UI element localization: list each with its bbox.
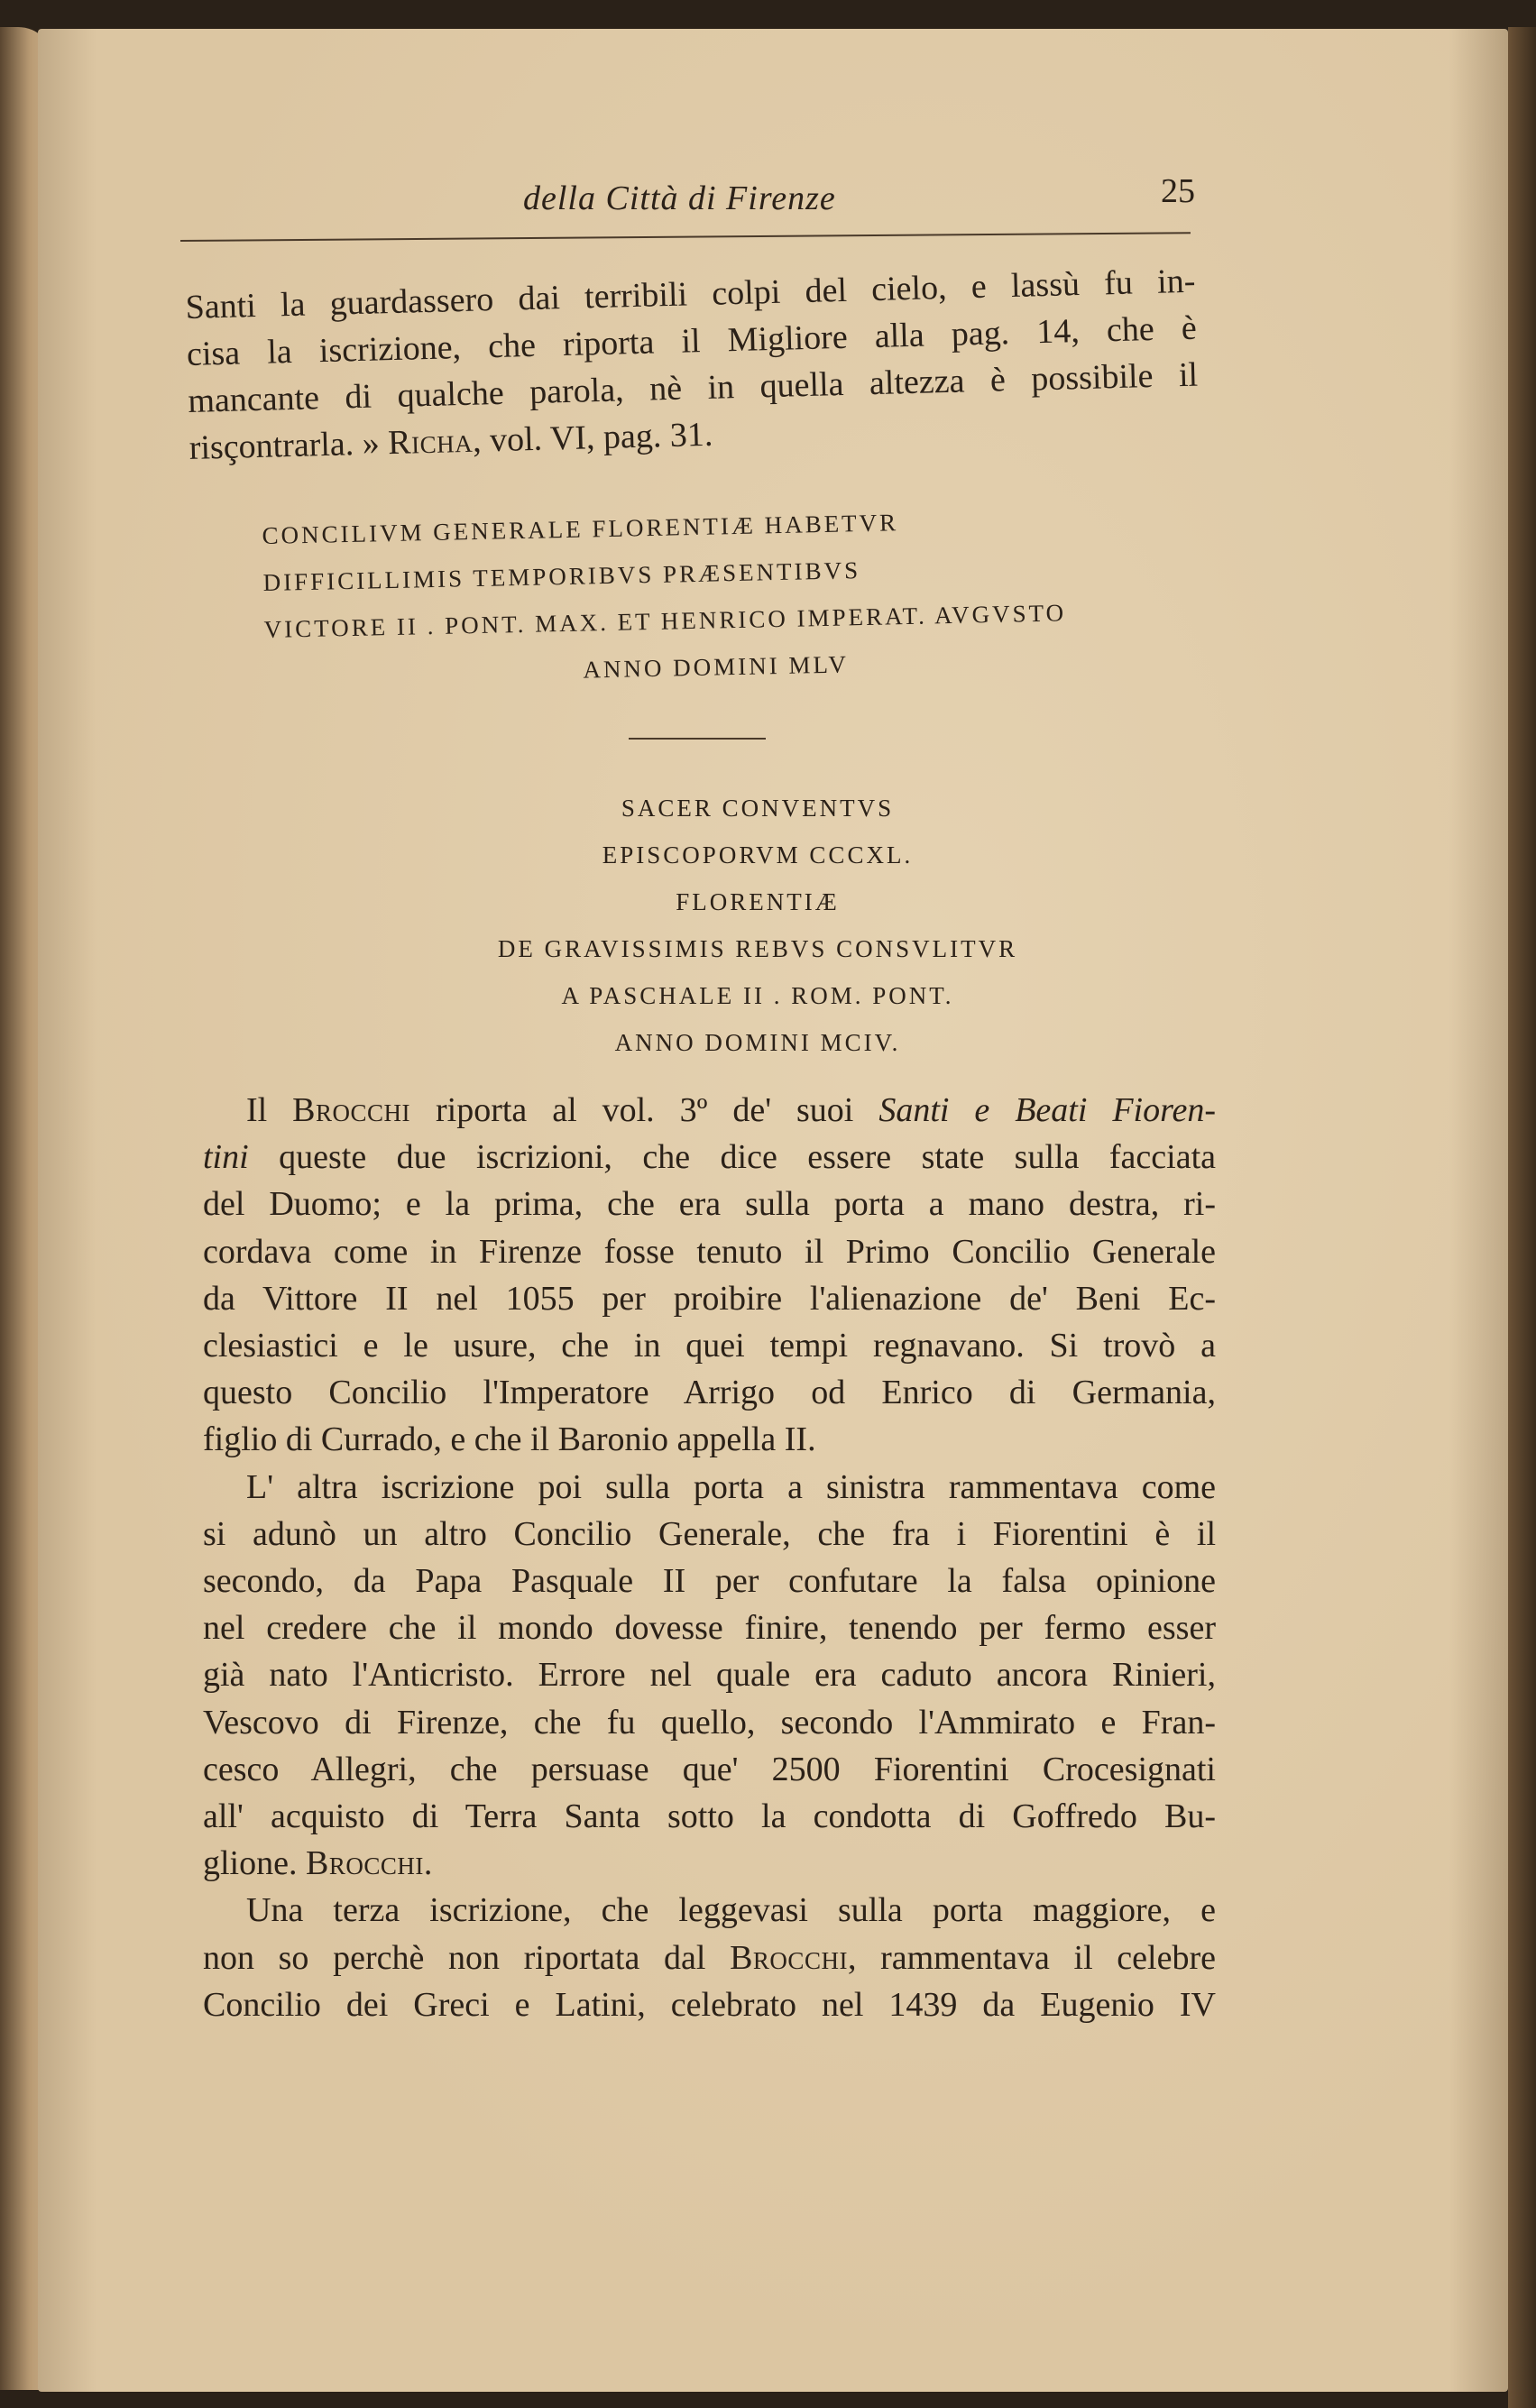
page-number: 25 bbox=[1161, 172, 1195, 210]
text-fragment: . bbox=[423, 1844, 433, 1883]
text-line: del Duomo; e la prima, che era sulla porta a mano destra, ri- bbox=[203, 1185, 1216, 1224]
book-edge bbox=[1508, 27, 1536, 2408]
text-line: questo Concilio l'Imperatore Arrigo od Enrico di Germania, bbox=[203, 1374, 1216, 1412]
paragraph-top bbox=[185, 258, 1200, 472]
text-fragment: glione. bbox=[203, 1844, 306, 1883]
inscription-line: ANNO DOMINI MCIV. bbox=[614, 1029, 901, 1056]
inscription-line: DE GRAVISSIMIS REBVS CONSVLITVR bbox=[497, 935, 1018, 962]
text-line: figlio di Currado, e che il Baronio appella II. bbox=[203, 1420, 816, 1459]
running-head bbox=[185, 171, 1195, 225]
text-line: Santi la guardassero dai terribili colpi del cielo, e lassù fu in- bbox=[185, 262, 1196, 326]
text-fragment: Il bbox=[246, 1091, 293, 1129]
author-name: Brocchi bbox=[730, 1938, 848, 1977]
text-fragment: risçontrarla. » bbox=[189, 424, 389, 467]
text-line: clesiastici e le usure, che in quei tempi regnavano. Si trovò a bbox=[203, 1327, 1216, 1365]
text-line: cesco Allegri, che persuase que' 2500 Fiorentini Crocesignati bbox=[203, 1750, 1216, 1788]
text-line: si adunò un altro Concilio Generale, che fra i Fiorentini è il bbox=[203, 1514, 1216, 1553]
inscription-line: FLORENTIÆ bbox=[676, 888, 840, 915]
inscription-line: ANNO DOMINI MLV bbox=[583, 650, 850, 684]
text-line: Vescovo di Firenze, che fu quello, secondo l'Ammirato e Fran- bbox=[203, 1703, 1216, 1742]
author-name: Richa bbox=[387, 421, 474, 463]
inscription-line: CONCILIVM GENERALE FLORENTIÆ HABETVR bbox=[262, 509, 899, 549]
section-divider bbox=[629, 738, 766, 740]
book-title: tini bbox=[203, 1138, 249, 1177]
inscription-1 bbox=[262, 493, 1167, 700]
inscription-line: SACER CONVENTVS bbox=[621, 795, 895, 822]
text-line: cisa la iscrizione, che riporta il Migliore alla pag. 14, che è bbox=[186, 308, 1198, 373]
inscription-line: A PASCHALE II . ROM. PONT. bbox=[561, 982, 954, 1009]
text-line: L' altra iscrizione poi sulla porta a sinistra rammentava come bbox=[246, 1467, 1216, 1506]
text-line: già nato l'Anticristo. Errore nel quale era caduto ancora Rinieri, bbox=[203, 1656, 1216, 1695]
text-line bbox=[203, 1935, 1216, 1981]
text-line bbox=[203, 1087, 1216, 1134]
inscription-line: VICTORE II . PONT. MAX. ET HENRICO IMPERAT. AVGVSTO bbox=[263, 599, 1067, 643]
text-fragment: riporta al vol. 3º de' suoi bbox=[410, 1091, 879, 1129]
author-name: Brocchi bbox=[292, 1091, 411, 1129]
text-line: Concilio dei Greci e Latini, celebrato nel 1439 da Eugenio IV bbox=[203, 1985, 1216, 2024]
text-line bbox=[203, 1840, 1216, 1887]
author-name: Brocchi bbox=[305, 1844, 424, 1883]
text-line: nel credere che il mondo dovesse finire, tenendo per fermo esser bbox=[203, 1609, 1216, 1648]
text-line bbox=[203, 1134, 1216, 1181]
text-line: cordava come in Firenze fosse tenuto il Primo Concilio Generale bbox=[203, 1232, 1216, 1271]
inscription-line: EPISCOPORVM CCCXL. bbox=[602, 841, 914, 869]
text-line: secondo, da Papa Pasquale II per confutare la falsa opinione bbox=[203, 1562, 1216, 1601]
text-fragment: , rammentava il celebre bbox=[847, 1938, 1216, 1977]
text-line: Una terza iscrizione, che leggevasi sulla porta maggiore, e bbox=[246, 1891, 1216, 1930]
text-fragment: non so perchè non riportata dal bbox=[203, 1938, 731, 1977]
inscription-line: DIFFICILLIMIS TEMPORIBVS PRÆSENTIBVS bbox=[262, 556, 861, 596]
book-title: Santi e Beati Fioren- bbox=[878, 1091, 1217, 1129]
running-title: della Città di Firenze bbox=[523, 179, 836, 217]
inscription-2 bbox=[343, 785, 1173, 1066]
text-line: all' acquisto di Terra Santa sotto la condotta di Goffredo Bu- bbox=[203, 1797, 1216, 1836]
text-line: da Vittore II nel 1055 per proibire l'alienazione de' Beni Ec- bbox=[203, 1279, 1216, 1318]
text-line: mancante di qualche parola, nè in quella altezza è possibile il bbox=[187, 355, 1199, 420]
body-text bbox=[203, 1087, 1216, 2028]
text-fragment: , vol. VI, pag. 31. bbox=[472, 415, 713, 460]
text-fragment: queste due iscrizioni, che dice essere state sulla facciata bbox=[248, 1138, 1216, 1177]
